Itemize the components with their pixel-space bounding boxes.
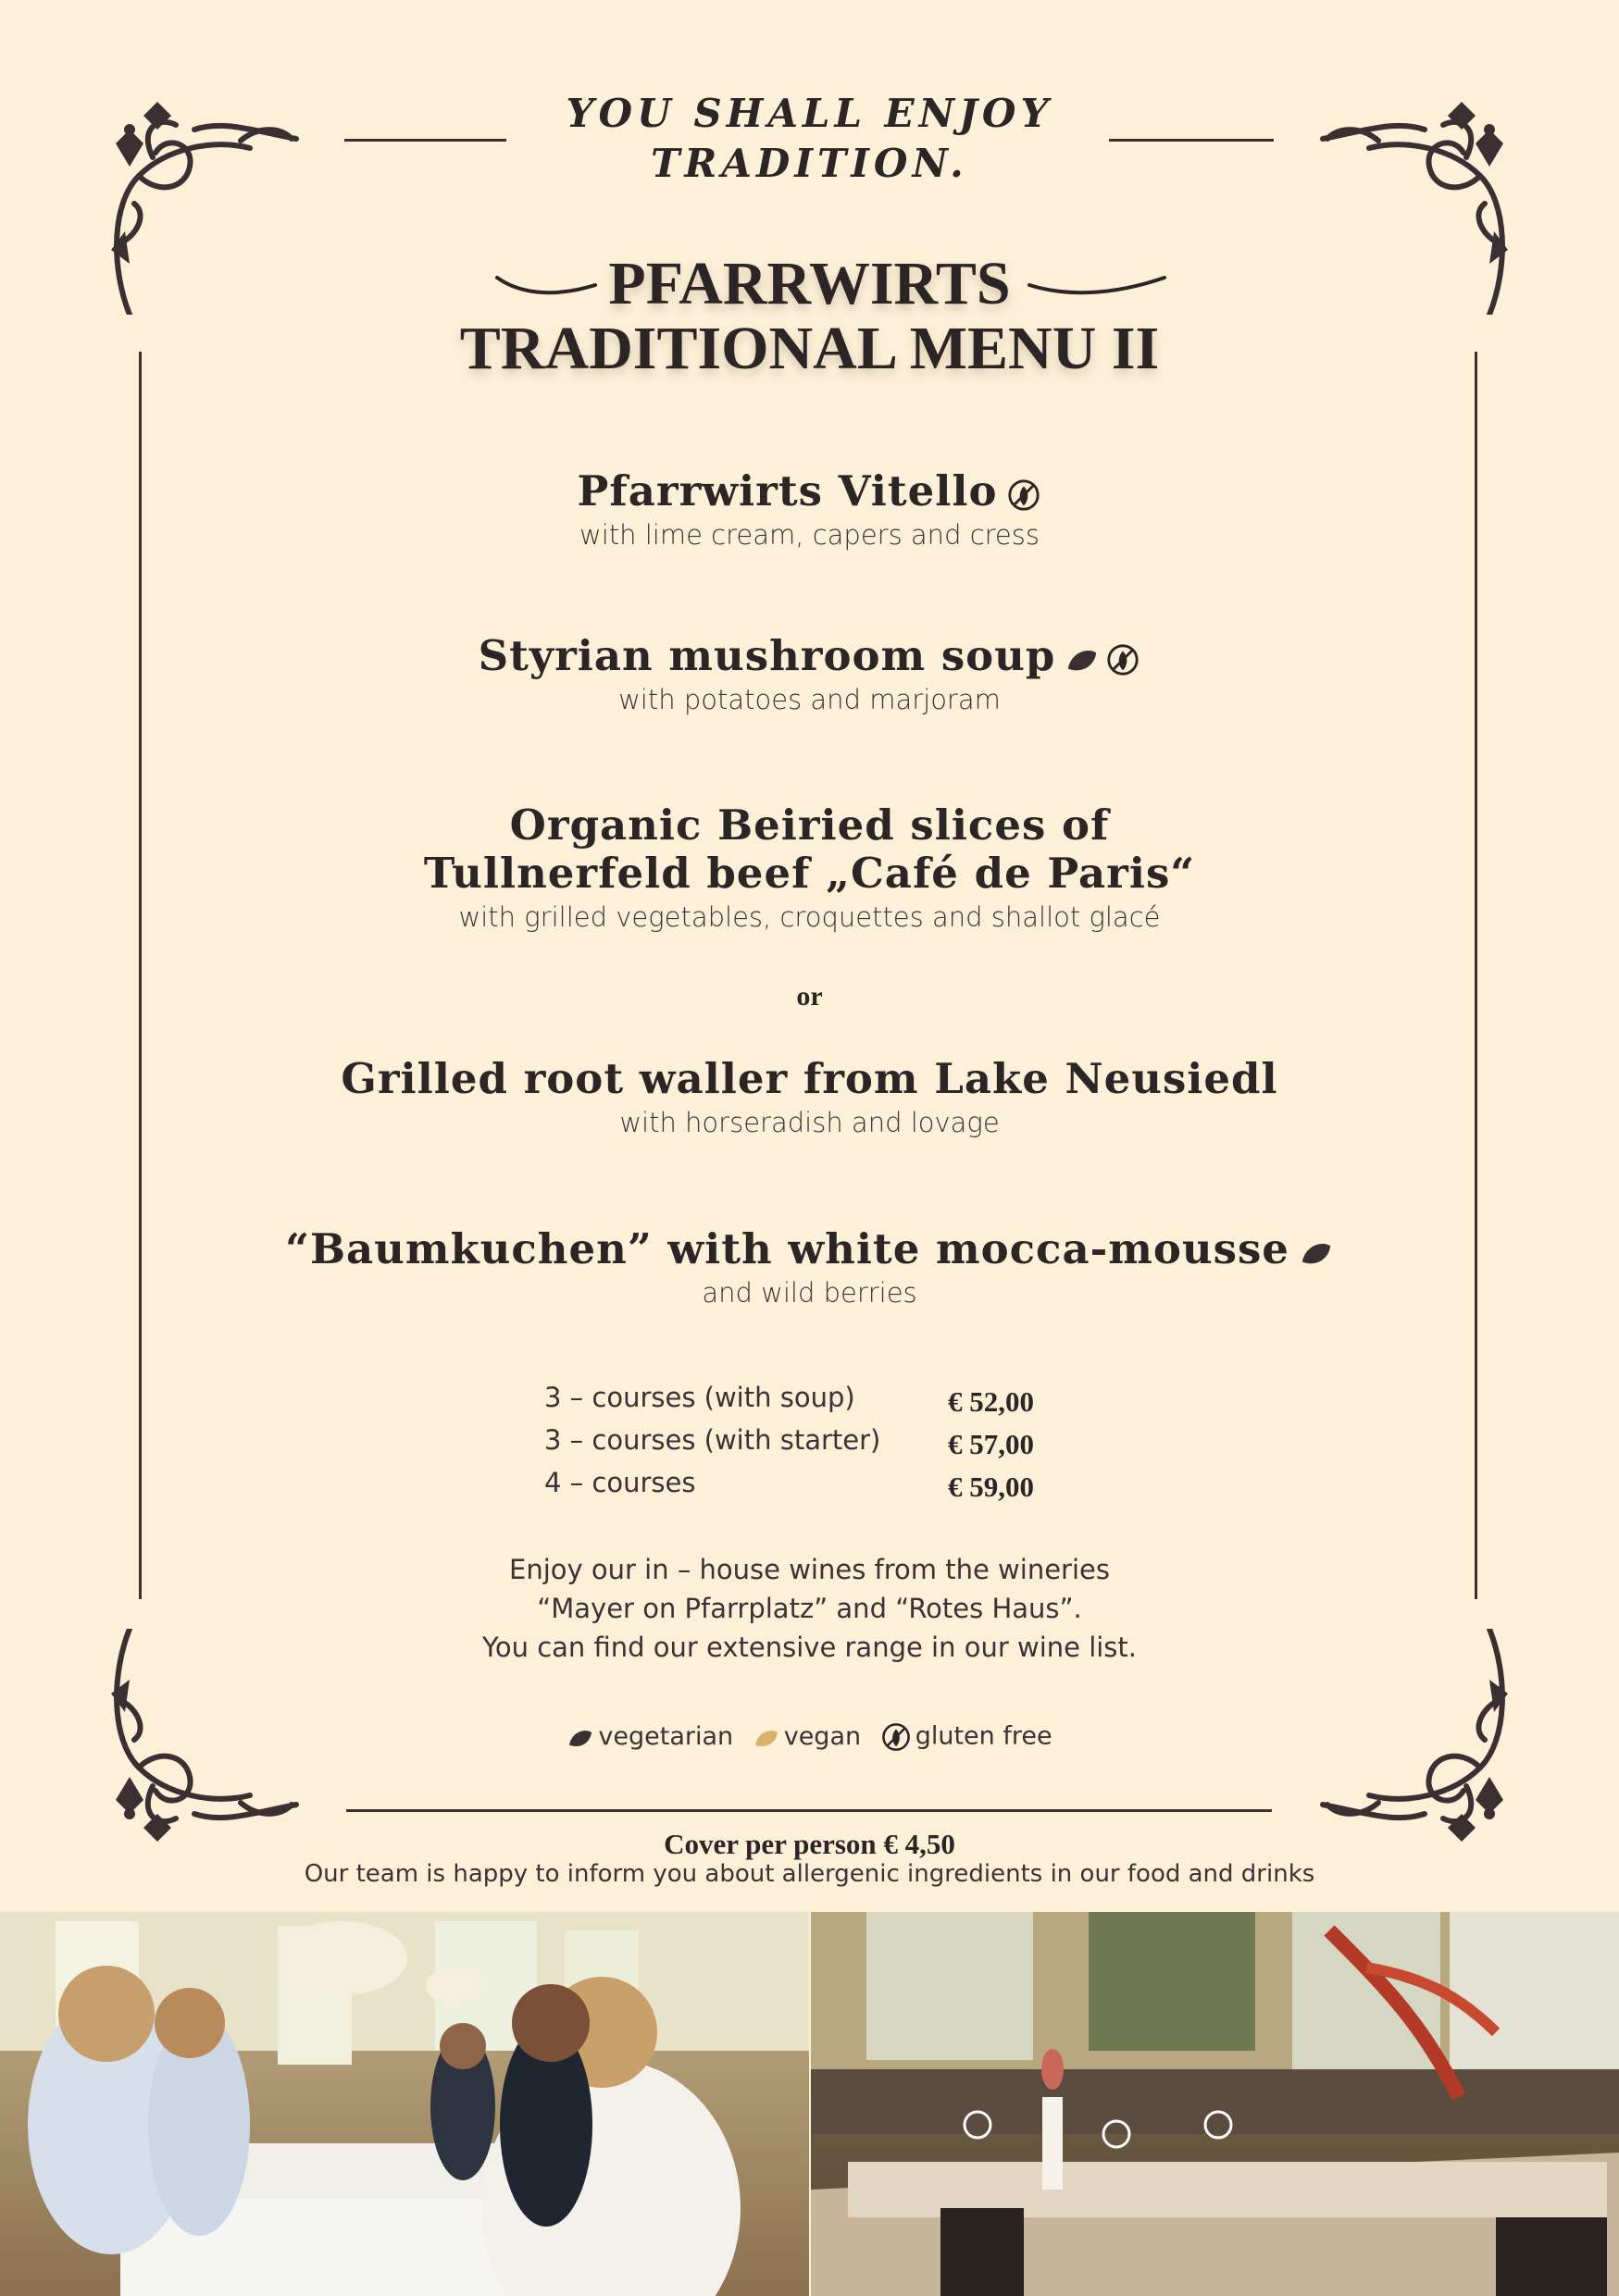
restaurant-guests-photo: [0, 1912, 809, 2296]
dish-name: Styrian mushroom soup: [478, 631, 1056, 680]
price-value: € 57,00: [948, 1428, 1034, 1460]
dish-name: “Baumkuchen” with white mocca-mousse: [285, 1224, 1289, 1273]
tagline-line-1: YOU SHALL ENJOY: [566, 91, 1053, 136]
menu-title: [0, 252, 1619, 381]
gluten-free-icon: [880, 1721, 912, 1753]
vegetarian-leaf-icon: [1299, 1235, 1334, 1271]
price-row: [544, 1467, 1100, 1509]
cover-charge: Cover per person € 4,50: [664, 1828, 955, 1860]
price-row: [544, 1382, 1100, 1424]
dish-name-line-2: Tullnerfeld beef „Café de Paris“: [423, 849, 1196, 898]
legend-vegan: vegan: [753, 1722, 861, 1752]
dish-name: Pfarrwirts Vitello: [577, 466, 998, 515]
dish-vitello: [0, 467, 1619, 552]
vegetarian-leaf-icon: [1065, 642, 1100, 677]
price-value: € 52,00: [948, 1385, 1034, 1418]
allergen-note: Our team is happy to inform you about allergenic ingredients in our food and drinks: [304, 1860, 1315, 1888]
or-separator: or: [796, 981, 823, 1011]
dish-description: with horseradish and lovage: [619, 1107, 1000, 1138]
menu-title-line-1: PFARRWIRTS: [608, 250, 1011, 317]
price-list: [544, 1382, 1100, 1509]
price-label: 4 – courses: [544, 1467, 696, 1498]
dietary-legend: [0, 1721, 1619, 1753]
dish-description: with potatoes and marjoram: [618, 684, 1001, 715]
price-row: [544, 1424, 1100, 1467]
dish-baumkuchen: [0, 1225, 1619, 1310]
vegetarian-leaf-icon: [567, 1724, 594, 1752]
vegan-leaf-icon: [753, 1724, 780, 1752]
wine-note-line-3: You can find our extensive range in our wine list.: [481, 1632, 1138, 1663]
dish-description: with grilled vegetables, croquettes and shallot glacé: [458, 901, 1161, 933]
menu-title-line-2: TRADITIONAL MENU II: [459, 315, 1160, 382]
wine-note-line-1: Enjoy our in – house wines from the wineries: [509, 1554, 1110, 1585]
price-label: 3 – courses (with starter): [544, 1424, 881, 1456]
wine-note: [0, 1550, 1619, 1667]
dish-name-line-1: Organic Beiried slices of: [509, 800, 1110, 850]
dish-description: with lime cream, capers and cress: [579, 519, 1040, 551]
legend-vegetarian: vegetarian: [567, 1722, 733, 1752]
tagline: [0, 89, 1619, 189]
legend-gluten-free: gluten free: [880, 1721, 1052, 1753]
footer-rule: [346, 1809, 1272, 1812]
dish-description: and wild berries: [702, 1277, 917, 1309]
wine-note-line-2: “Mayer on Pfarrplatz” and “Rotes Haus”.: [537, 1593, 1082, 1624]
dish-root-waller: [0, 1055, 1619, 1140]
dish-beiried-beef: [0, 801, 1619, 935]
tagline-line-2: TRADITION.: [651, 141, 968, 186]
dish-mushroom-soup: [0, 632, 1619, 717]
dish-name: Grilled root waller from Lake Neusiedl: [341, 1054, 1278, 1103]
price-label: 3 – courses (with soup): [544, 1382, 855, 1413]
gluten-free-icon: [1006, 478, 1041, 513]
gluten-free-icon: [1105, 642, 1140, 677]
price-value: € 59,00: [948, 1471, 1034, 1503]
restaurant-dining-room-photo: [811, 1912, 1619, 2296]
